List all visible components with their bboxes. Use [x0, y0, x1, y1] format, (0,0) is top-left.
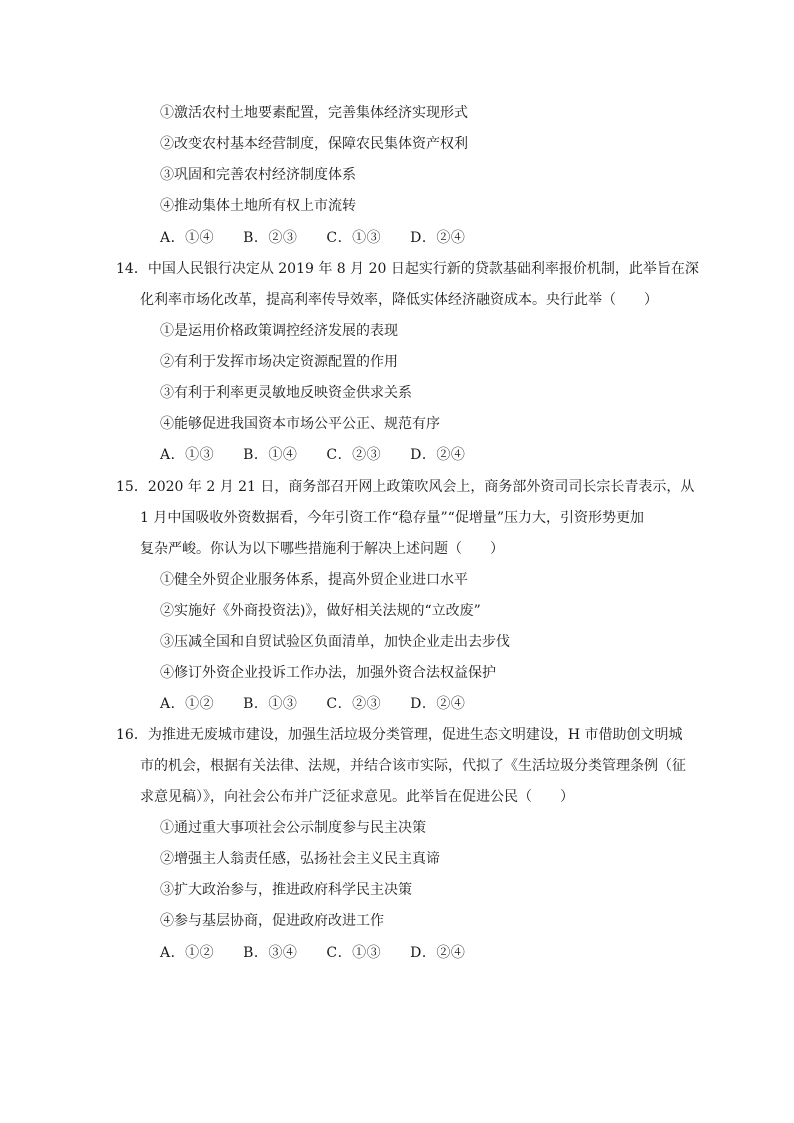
q13-option-1: ①激活农村土地要素配置，完善集体经济实现形式	[160, 105, 468, 121]
q16-stem-line-3: 求意见稿）》，向社会公布并广泛征求意见。此举旨在促进公民（ ）	[140, 789, 574, 805]
q14-answer-choices: A．①③ B．①④ C．②③ D．②④	[160, 447, 466, 463]
q15-option-2: ②实施好《外商投资法)》，做好相关法规的“立改废”	[160, 603, 481, 619]
q13-option-4: ④推动集体土地所有权上市流转	[160, 198, 356, 214]
q15-answer-choices: A．①② B．①③ C．②③ D．②④	[160, 696, 466, 712]
q16-option-3: ③扩大政治参与，推进政府科学民主决策	[160, 882, 412, 898]
q15-stem-line-3: 复杂严峻。你认为以下哪些措施利于解决上述问题（ ）	[140, 541, 504, 557]
q14-option-4: ④能够促进我国资本市场公平公正、规范有序	[160, 416, 440, 432]
q15-option-1: ①健全外贸企业服务体系，提高外贸企业进口水平	[160, 572, 468, 588]
q13-option-2: ②改变农村基本经营制度，保障农民集体资产权利	[160, 136, 468, 152]
q14-option-3: ③有利于利率更灵敏地反映资金供求关系	[160, 385, 412, 401]
q14-stem-line-2: 化利率市场化改革，提高利率传导效率，降低实体经济融资成本。央行此举（ ）	[140, 292, 658, 308]
q16-option-1: ①通过重大事项社会公示制度参与民主决策	[160, 820, 426, 836]
q16-stem-line-2: 市的机会，根据有关法律、法规，并结合该市实际，代拟了《生活垃圾分类管理条例（征	[140, 758, 686, 774]
q16-answer-choices: A．①② B．③④ C．①③ D．②④	[160, 945, 466, 961]
q14-option-1: ①是运用价格政策调控经济发展的表现	[160, 323, 398, 339]
q15-stem-line-1: 15．2020 年 2 月 21 日，商务部召开网上政策吹风会上，商务部外资司司长宗长青表示，从	[116, 479, 695, 495]
q13-answer-choices: A．①④ B．②③ C．①③ D．②④	[160, 230, 466, 246]
q16-stem-line-1: 16．为推进无废城市建设，加强生活垃圾分类管理，促进生态文明建设，H 市借助创文明城	[116, 727, 683, 743]
q14-stem-line-1: 14．中国人民银行决定从 2019 年 8 月 20 日起实行新的贷款基础利率报价机制，此举旨在深	[116, 261, 699, 277]
q15-stem-line-2: 1 月中国吸收外资数据看，今年引资工作“稳存量”“促增量”压力大，引资形势更加	[140, 510, 644, 526]
q14-option-2: ②有利于发挥市场决定资源配置的作用	[160, 354, 398, 370]
q16-option-2: ②增强主人翁责任感，弘扬社会主义民主真谛	[160, 851, 440, 867]
q16-option-4: ④参与基层协商，促进政府改进工作	[160, 913, 384, 929]
q13-option-3: ③巩固和完善农村经济制度体系	[160, 167, 356, 183]
q15-option-3: ③压减全国和自贸试验区负面清单，加快企业走出去步伐	[160, 634, 510, 650]
q15-option-4: ④修订外资企业投诉工作办法，加强外资合法权益保护	[160, 665, 496, 681]
